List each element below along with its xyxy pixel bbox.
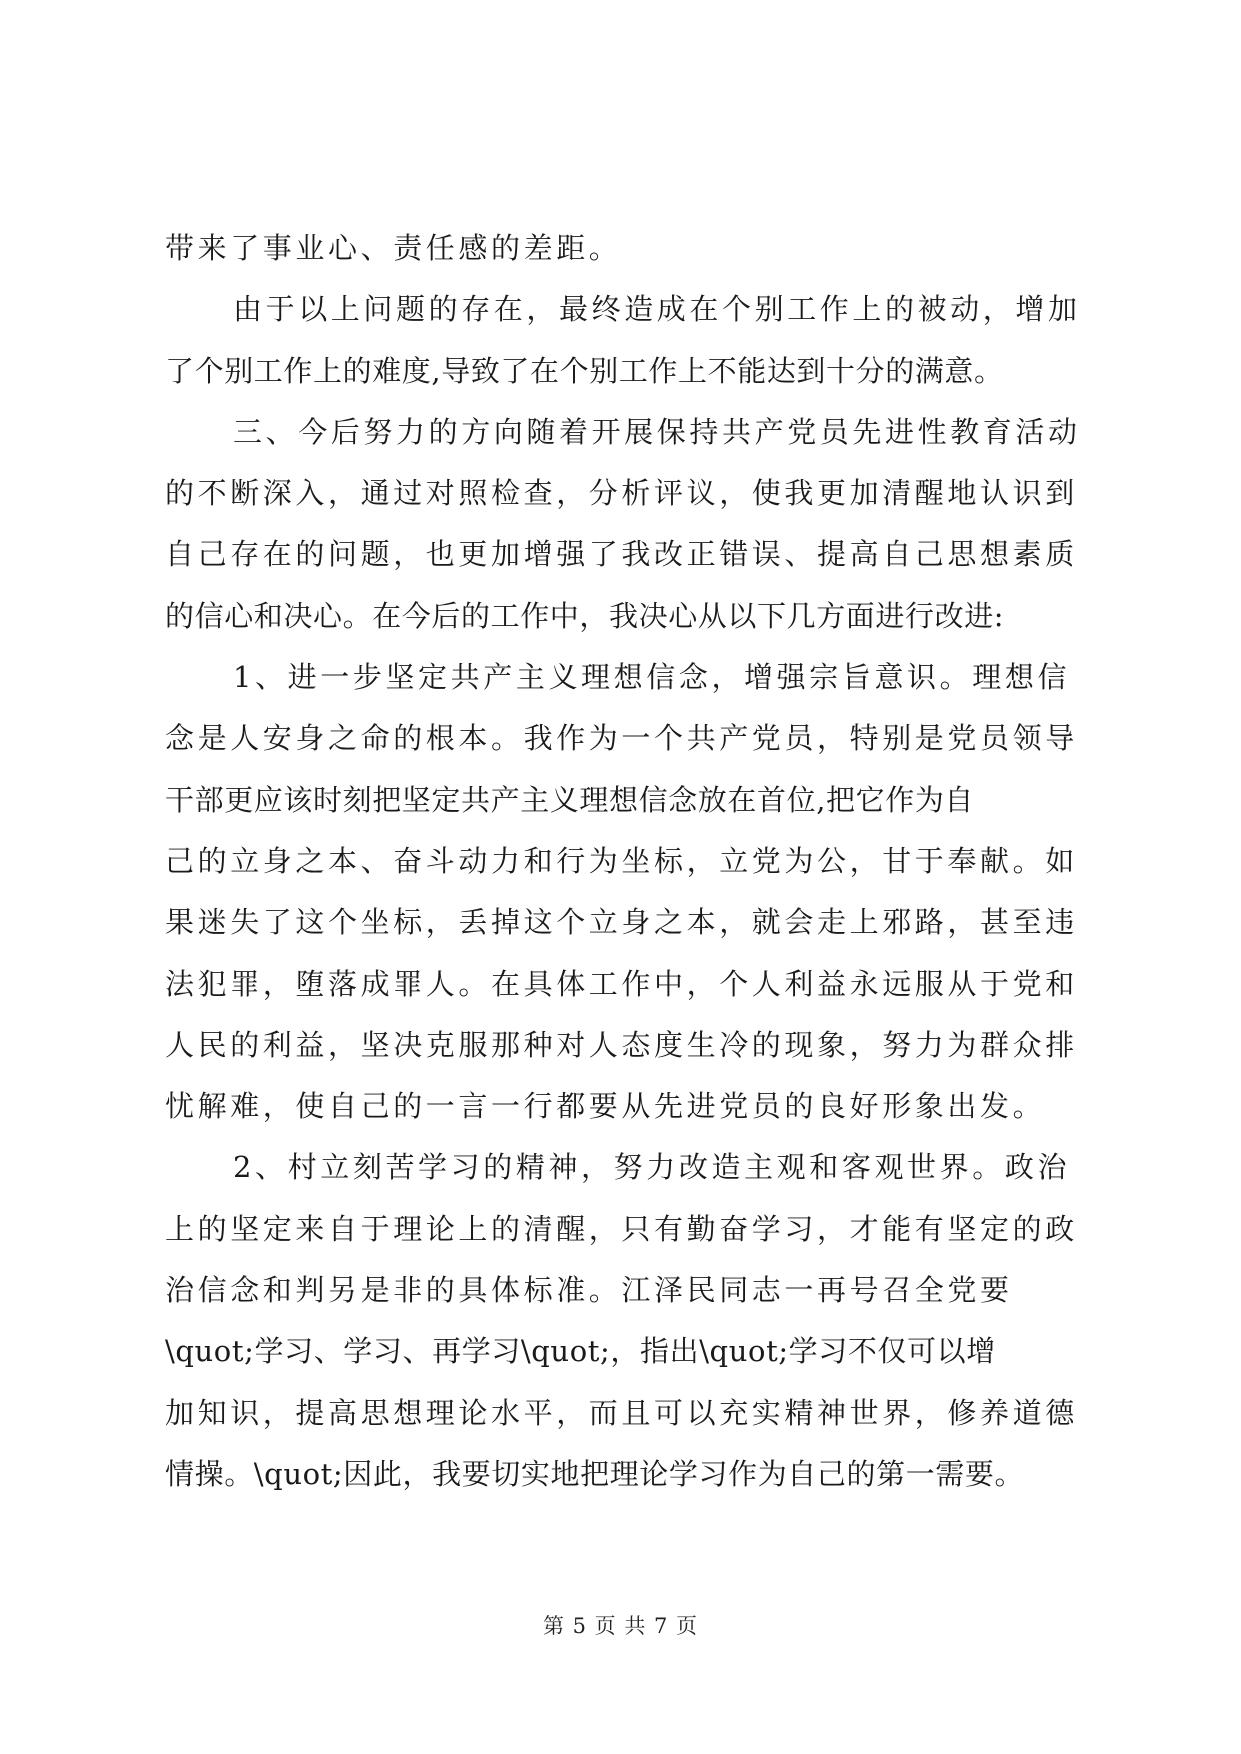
text-line: 念是人安身之命的根本。我作为一个共产党员，特别是党员领导 (165, 721, 1078, 756)
text-line: 1、进一步坚定共产主义理想信念，增强宗旨意识。理想信 (233, 660, 1071, 695)
text-line: 情操。\quot;因此，我要切实地把理论学习作为自己的第一需要。 (165, 1456, 1025, 1491)
page-number-footer: 第 5 页 共 7 页 (542, 1614, 699, 1638)
text-line: 忧解难，使自己的一言一行都要从先进党员的良好形象出发。 (165, 1089, 1046, 1124)
text-line: 干部更应该时刻把坚定共产主义理想信念放在首位,把它作为自 (165, 782, 975, 817)
text-line: 自己存在的问题，也更加增强了我改正错误、提高自己思想素质 (165, 537, 1078, 572)
text-line: 了个别工作上的难度,导致了在个别工作上不能达到十分的满意。 (165, 353, 1004, 388)
text-line: 的信心和决心。在今后的工作中，我决心从以下几方面进行改进: (165, 598, 1005, 633)
text-line: 己的立身之本、奋斗动力和行为坐标，立党为公，甘于奉献。如 (165, 843, 1078, 878)
text-line: 2、村立刻苦学习的精神，努力改造主观和客观世界。政治 (233, 1150, 1071, 1185)
text-line: \quot;学习、学习、再学习\quot;，指出\quot;学习不仅可以增 (165, 1334, 996, 1369)
text-line: 治信念和判另是非的具体标准。江泽民同志一再号召全党要 (165, 1273, 1013, 1308)
text-line: 三、今后努力的方向随着开展保持共产党员先进性教育活动 (233, 414, 1081, 449)
text-line: 上的坚定来自于理论上的清醒，只有勤奋学习，才能有坚定的政 (165, 1211, 1078, 1246)
text-line: 人民的利益，坚决克服那种对人态度生冷的现象，努力为群众排 (165, 1027, 1078, 1062)
document-body (165, 218, 1085, 1505)
text-line: 带来了事业心、责任感的差距。 (165, 231, 622, 265)
text-line: 果迷失了这个坐标，丢掉这个立身之本，就会走上邪路，甚至违 (165, 905, 1078, 940)
text-line: 的不断深入，通过对照检查，分析评议，使我更加清醒地认识到 (165, 476, 1078, 511)
text-line: 加知识，提高思想理论水平，而且可以充实精神世界，修养道德 (165, 1395, 1078, 1430)
text-line: 法犯罪，堕落成罪人。在具体工作中，个人利益永远服从于党和 (165, 966, 1078, 1001)
text-line: 由于以上问题的存在，最终造成在个别工作上的被动，增加 (233, 292, 1081, 327)
